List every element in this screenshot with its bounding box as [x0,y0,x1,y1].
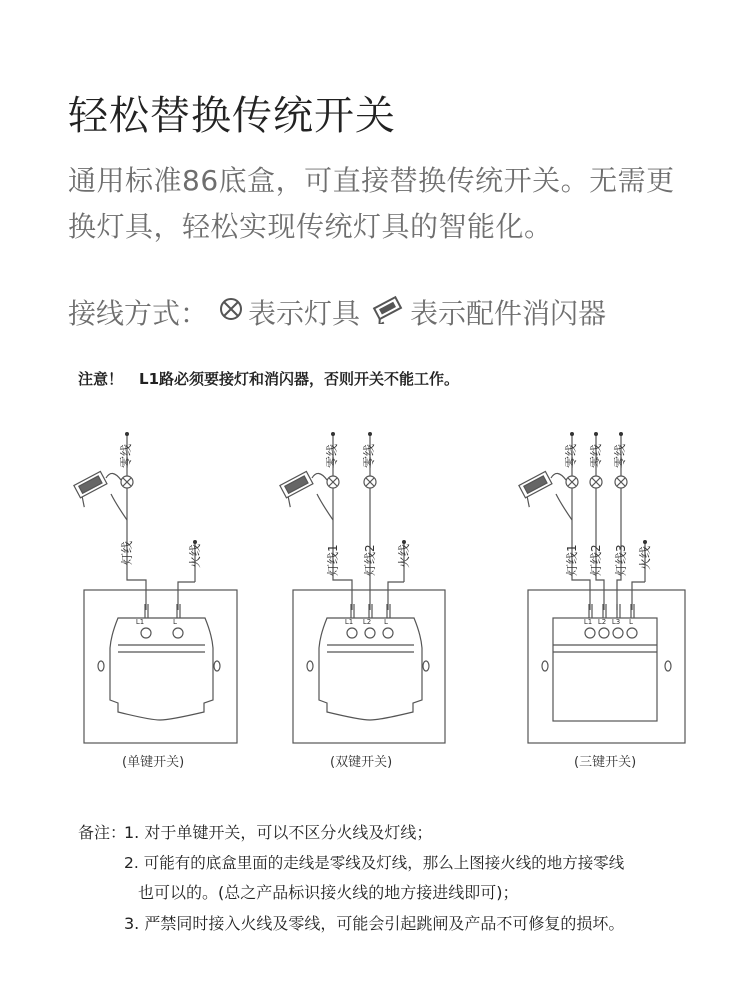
note-item-1: 1. 对于单键开关，可以不区分火线及灯线； [124,823,433,842]
capacitor-icon [279,471,318,507]
wiring-diagrams [0,420,750,750]
triple-switch-diagram [518,432,685,743]
terminal-label: L [384,618,388,626]
neutral-wire-label: 零线 [119,443,133,468]
terminal-label: L2 [597,618,607,626]
caption-double: (双键开关) [330,755,393,770]
neutral-wire-label: 零线 [362,443,376,468]
lamp-icon [590,476,602,488]
legend-capacitor-text: 表示配件消闪器 [410,297,607,330]
notice-text: L1路必须要接灯和消闪器，否则开关不能工作。 [139,370,460,388]
lamp-wire-label: 灯线2 [363,544,377,576]
description-line-2: 换灯具，轻松实现传统灯具的智能化。 [68,210,553,243]
lamp-icon [121,476,133,488]
neutral-wire-label: 零线 [325,443,339,468]
live-wire-label: 火线 [397,543,411,568]
legend-prefix: 接线方式： [68,297,209,330]
caption-triple: (三键开关) [574,755,637,770]
legend-lamp-text: 表示灯具 [248,297,361,330]
single-switch-diagram [73,432,237,743]
terminal-label: L1 [583,618,593,626]
notes-prefix: 备注： [78,823,127,842]
terminal-label: L2 [362,618,372,626]
note-item-2a: 2. 可能有的底盒里面的走线是零线及灯线，那么上图接火线的地方接零线 [124,854,625,872]
neutral-wire-label: 零线 [564,443,578,468]
lamp-icon [327,476,339,488]
note-item-2b: 也可以的。(总之产品标识接火线的地方接进线即可)； [138,883,519,902]
terminal-label: L1 [344,618,354,626]
notice [78,368,459,389]
lamp-wire-label: 灯线1 [565,544,579,576]
lamp-wire-label: 灯线3 [614,544,628,576]
terminal-label: L3 [611,618,621,626]
notice-label: 注意！ [78,370,124,388]
live-wire-label: 火线 [188,543,202,568]
lamp-icon [218,296,244,329]
live-wire-label: 火线 [638,545,652,570]
terminal-label: L1 [135,618,145,626]
lamp-wire-label: 灯线 [120,540,134,565]
capacitor-icon [73,471,112,507]
lamp-icon [364,476,376,488]
neutral-wire-label: 零线 [613,443,627,468]
description-line-1: 通用标准86底盒，可直接替换传统开关。无需更 [68,164,675,197]
lamp-icon [615,476,627,488]
terminal-label: L [629,618,633,626]
lamp-icon [566,476,578,488]
lamp-wire-label: 灯线1 [326,544,340,576]
terminal-label: L [173,618,177,626]
page-title: 轻松替换传统开关 [68,93,396,139]
lamp-wire-label: 灯线2 [589,544,603,576]
capacitor-icon [370,294,406,331]
wiring-legend [68,290,606,334]
capacitor-icon [518,471,557,507]
neutral-wire-label: 零线 [589,443,603,468]
caption-single: (单键开关) [122,755,185,770]
note-item-3: 3. 严禁同时接入火线及零线，可能会引起跳闸及产品不可修复的损坏。 [124,914,625,933]
double-switch-diagram [279,432,445,743]
